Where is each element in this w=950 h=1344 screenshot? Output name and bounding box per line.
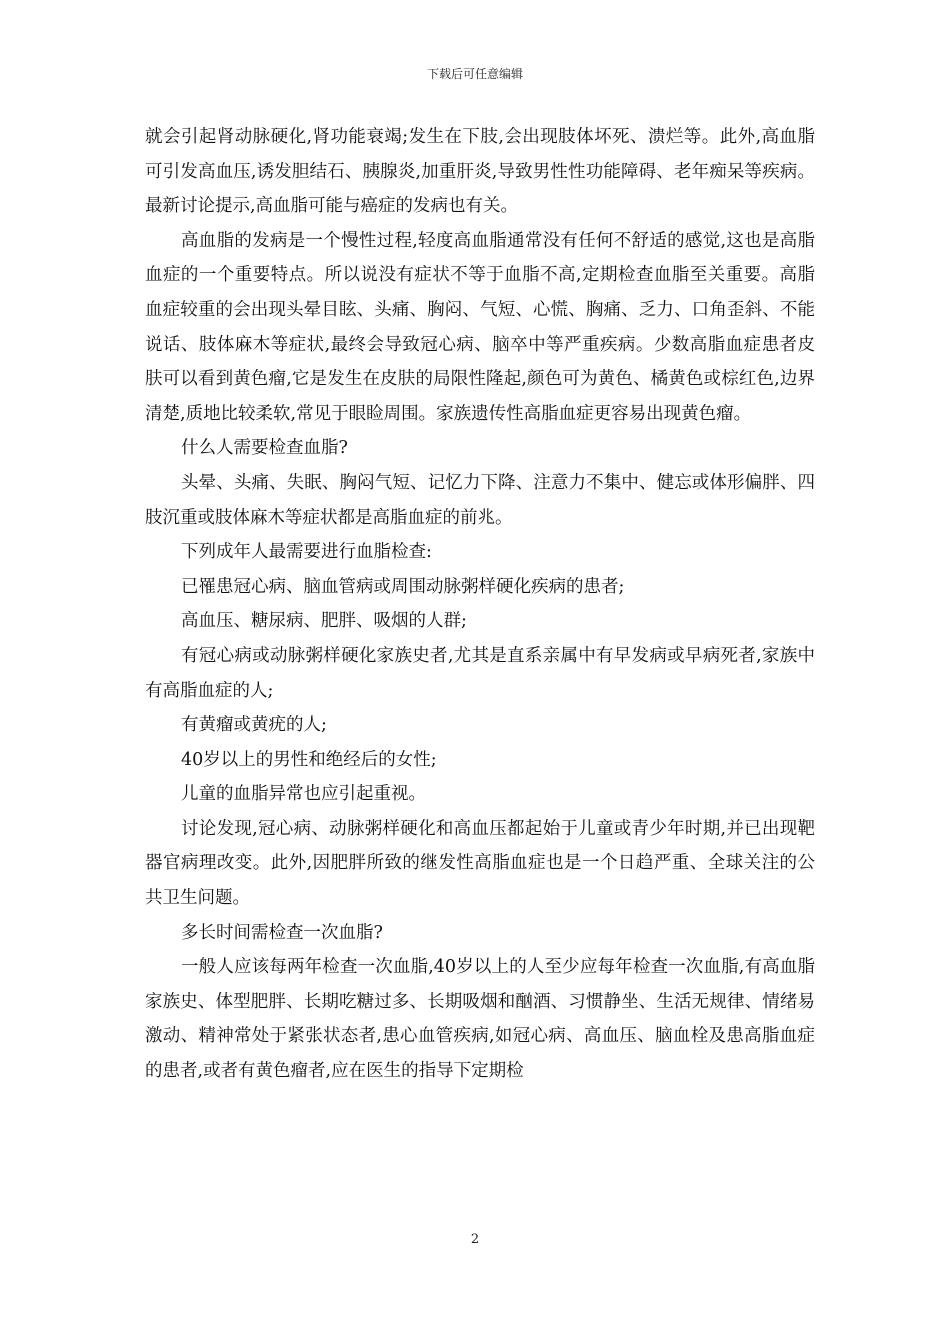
paragraph: 一般人应该每两年检查一次血脂,40岁以上的人至少应每年检查一次血脂,有高血脂家族史、体型肥胖、长期吃糖过多、长期吸烟和酗酒、习惯静坐、生活无规律、情绪易激动、精神常处于紧张状态者,患心血管疾病,如冠心病、高血压、脑血栓及患高脂血症的患者,或者有黄色瘤者,应在医生的指导下定期检	[145, 957, 815, 1082]
paragraph: 下列成年人最需要进行血脂检查:	[181, 542, 432, 563]
list-item: 高血压、糖尿病、肥胖、吸烟的人群;	[181, 611, 467, 632]
paragraph: 高血脂的发病是一个慢性过程,轻度高血脂通常没有任何不舒适的感觉,这也是高脂血症的一个重要特点。所以说没有症状不等于血脂不高,定期检查血脂至关重要。高脂血症较重的会出现头晕目眩、头痛、胸闷、气短、心慌、胸痛、乏力、口角歪斜、不能说话、肢体麻木等症状,最终会导致冠心病、脑卒中等严重疾病。少数高脂血症患者皮肤可以看到黄色瘤,它是发生在皮肤的局限性隆起,颜色可为黄色、橘黄色或棕红色,边界清楚,质地比较柔软,常见于眼睑周围。家族遗传性高脂血症更容易出现黄色瘤。	[145, 230, 815, 424]
paragraph: 头晕、头痛、失眠、胸闷气短、记忆力下降、注意力不集中、健忘或体形偏胖、四肢沉重或肢体麻木等症状都是高脂血症的前兆。	[145, 472, 815, 528]
document-body	[145, 120, 815, 1089]
list-item: 有黄瘤或黄疣的人;	[181, 715, 327, 736]
page-header: 下载后可任意编辑	[426, 67, 523, 81]
paragraph: 讨论发现,冠心病、动脉粥样硬化和高血压都起始于儿童或青少年时期,并已出现靶器官病理改变。此外,因肥胖所致的继发性高脂血症也是一个日趋严重、全球关注的公共卫生问题。	[145, 818, 815, 909]
list-item: 已罹患冠心病、脑血管病或周围动脉粥样硬化疾病的患者;	[181, 576, 625, 597]
list-item: 有冠心病或动脉粥样硬化家族史者,尤其是直系亲属中有早发病或早病死者,家族中有高脂血症的人;	[145, 645, 815, 701]
list-item: 40岁以上的男性和绝经后的女性;	[181, 749, 437, 770]
section-question: 多长时间需检查一次血脂?	[181, 922, 383, 943]
paragraph: 就会引起肾动脉硬化,肾功能衰竭;发生在下肢,会出现肢体坏死、溃烂等。此外,高血脂可引发高血压,诱发胆结石、胰腺炎,加重肝炎,导致男性性功能障碍、老年痴呆等疾病。最新讨论提示,高血脂可能与癌症的发病也有关。	[145, 127, 815, 217]
list-item: 儿童的血脂异常也应引起重视。	[181, 784, 426, 805]
page-number: 2	[470, 1232, 480, 1247]
section-question: 什么人需要检查血脂?	[181, 438, 348, 459]
